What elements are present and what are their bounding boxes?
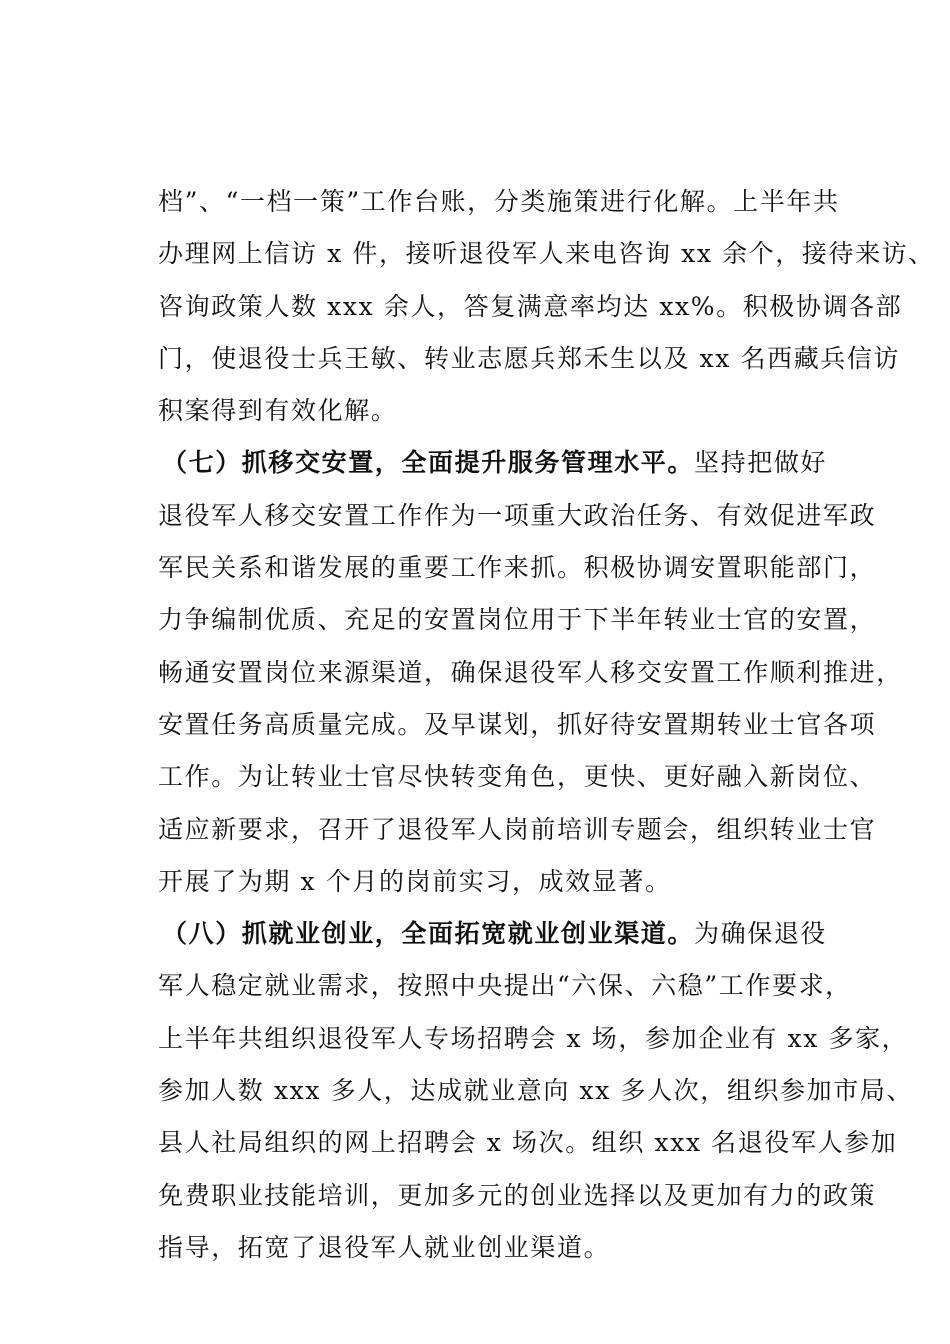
text-line: 县人社局组织的网上招聘会 x 场次。组织 xxx 名退役军人参加 bbox=[158, 1128, 898, 1158]
document-body bbox=[158, 176, 935, 1274]
text-line: 指导，拓宽了退役军人就业创业渠道。 bbox=[158, 1232, 611, 1262]
text-line: 门，使退役士兵王敏、转业志愿兵郑禾生以及 xx 名西藏兵信访 bbox=[158, 343, 901, 373]
text-line: 上半年共组织退役军人专场招聘会 x 场，参加企业有 xx 多家， bbox=[158, 1023, 909, 1053]
section-heading-8: （八）抓就业创业，全面拓宽就业创业渠道。 bbox=[162, 919, 695, 949]
text-line: 办理网上信访 x 件，接听退役军人来电咨询 xx 余个，接待来访、 bbox=[158, 239, 935, 269]
text-line: 档”、“一档一策”工作台账，分类施策进行化解。上半年共 bbox=[158, 187, 840, 216]
section-heading-line bbox=[158, 908, 858, 960]
text-line: 参加人数 xxx 多人，达成就业意向 xx 多人次，组织参加市局、 bbox=[158, 1076, 914, 1106]
text-line: 工作。为让转业士官尽快转变角色，更快、更好融入新岗位、 bbox=[158, 762, 877, 792]
text-line: 积案得到有效化解。 bbox=[158, 396, 398, 426]
section-text: 为确保退役 bbox=[694, 919, 828, 949]
section-heading-line bbox=[158, 437, 858, 489]
text-line: 适应新要求，召开了退役军人岗前培训专题会，组织转业士官 bbox=[158, 814, 877, 844]
text-line: 力争编制优质、充足的安置岗位用于下半年转业士官的安置， bbox=[158, 605, 877, 635]
section-text: 坚持把做好 bbox=[694, 448, 828, 478]
text-line: 军人稳定就业需求，按照中央提出“六保、六稳”工作要求， bbox=[158, 971, 852, 1001]
text-line: 咨询政策人数 xxx 余人，答复满意率均达 xx%。积极协调各部 bbox=[158, 291, 903, 321]
text-line: 安置任务高质量完成。及早谋划，抓好待安置期转业士官各项 bbox=[158, 709, 877, 739]
text-line: 退役军人移交安置工作作为一项重大政治任务、有效促进军政 bbox=[158, 500, 877, 530]
text-line: 军民关系和谐发展的重要工作来抓。积极协调安置职能部门， bbox=[158, 553, 877, 583]
text-line: 开展了为期 x 个月的岗前实习，成效显著。 bbox=[158, 866, 672, 896]
section-heading-7: （七）抓移交安置，全面提升服务管理水平。 bbox=[162, 448, 695, 478]
text-line: 畅通安置岗位来源渠道，确保退役军人移交安置工作顺利推进， bbox=[158, 657, 903, 687]
text-line: 免费职业技能培训，更加多元的创业选择以及更加有力的政策 bbox=[158, 1180, 877, 1210]
